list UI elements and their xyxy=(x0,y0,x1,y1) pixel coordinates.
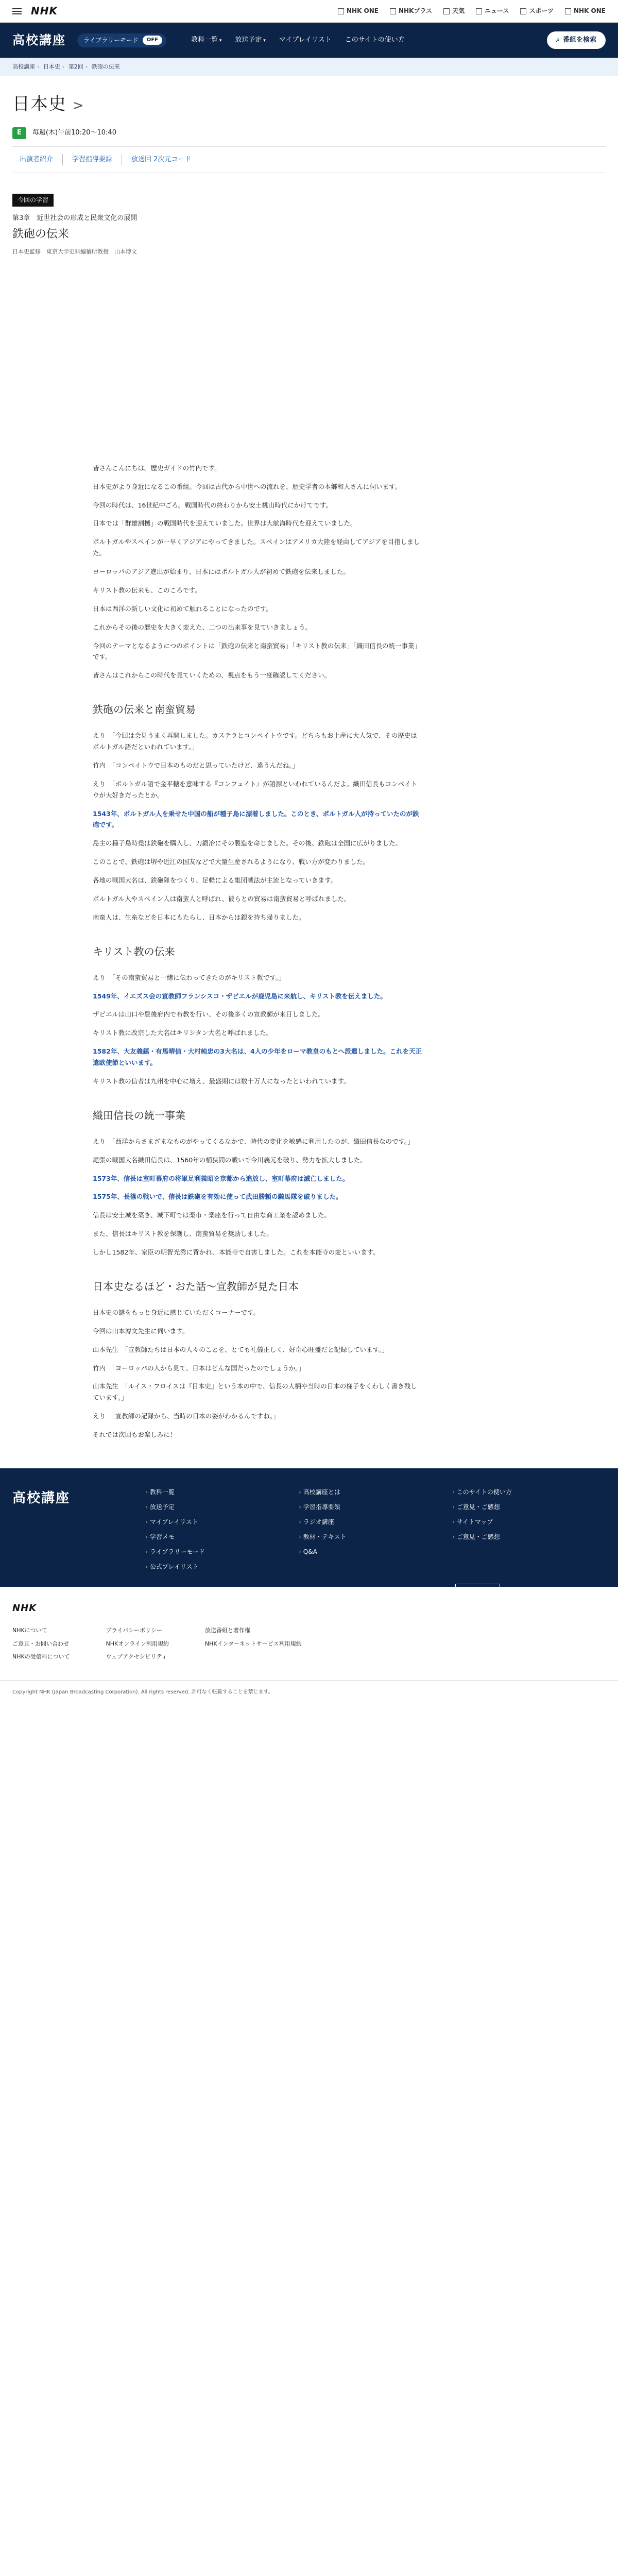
nav-howto[interactable]: このサイトの使い方 xyxy=(345,36,405,44)
link-icon xyxy=(520,8,526,14)
intro-paragraph: ポルトガルやスペインが一早くアジアにやってきました。スペインはアメリカ大陸を経由してアジアを目指しました。 xyxy=(93,538,420,557)
section-paragraph: 信長は安土城を築き、城下町では楽市・楽座を行って自由な商工業を認めました。 xyxy=(93,1211,331,1219)
footer-link[interactable]: NHKインターネットサービス利用規約 xyxy=(204,1640,302,1647)
section-paragraph: 竹内 「コンペイトウで日本のものだと思っていたけど、違うんだね。」 xyxy=(93,761,299,769)
search-icon: ⌕ xyxy=(556,36,560,44)
section-paragraph: 竹内 「ヨーロッパの人から見て、日本はどんな国だったのでしょうか。」 xyxy=(93,1364,305,1372)
page-top-button[interactable]: ページトップ xyxy=(455,1584,500,1597)
section-paragraph: このことで、鉄砲は堺や近江の国友などで大量生産されるようになり、戦い方が変わりました。 xyxy=(93,858,370,866)
breadcrumb: 高校講座 › 日本史 › 第2回 › 鉄砲の伝来 xyxy=(0,58,618,76)
lesson-title: 鉄砲の伝来 xyxy=(12,228,70,241)
section-paragraph: キリスト教に改宗した大名はキリシタン大名と呼ばれました。 xyxy=(93,1029,273,1037)
footer-links xyxy=(205,1625,302,1665)
site-footer xyxy=(0,1468,618,1594)
global-header xyxy=(0,0,618,23)
section-paragraph: 山本先生 「ルイス・フロイスは『日本史』という本の中で、信長の人柄や当時の日本の様子をくわしく書き残しています。」 xyxy=(93,1382,417,1402)
section-paragraph: ザビエルは山口や豊後府内で布教を行い、その後多くの宣教師が来日しました。 xyxy=(93,1010,325,1019)
global-nav-item[interactable]: 天気 xyxy=(443,6,465,16)
section-paragraph: 1575年、長篠の戦いで、信長は鉄砲を有効に使って武田勝頼の騎馬隊を破りました。 xyxy=(93,1193,342,1201)
program-links xyxy=(12,154,606,166)
intro-paragraph: 今回の時代は、16世紀中ごろ。戦国時代の終わりから安土桃山時代にかけてです。 xyxy=(93,501,332,509)
footer-link[interactable]: ウェブアクセシビリティ xyxy=(106,1653,167,1660)
footer-link[interactable]: 放送番組と著作権 xyxy=(204,1627,250,1634)
footer-link[interactable]: NHKオンライン利用規約 xyxy=(106,1640,169,1647)
footer-link[interactable]: › 放送予定 xyxy=(145,1502,299,1513)
breadcrumb-current: 鉄砲の伝来 xyxy=(91,63,120,70)
global-nav-item[interactable]: スポーツ xyxy=(520,6,554,16)
lesson-author: 日本史監修 東京大学史料編纂所教授 山本博文 xyxy=(12,248,137,255)
subject-hero xyxy=(0,76,618,173)
footer-link[interactable]: NHKについて xyxy=(12,1627,47,1634)
nhk-logo[interactable]: NHK xyxy=(31,5,58,17)
section-paragraph: 1573年、信長は室町幕府の将軍足利義昭を京都から追放し、室町幕府は滅亡しました。 xyxy=(93,1174,349,1182)
section-paragraph: えり 「西洋からさまざまなものがやってくるなかで、時代の変化を敏感に利用したのが、織田信長なのです。」 xyxy=(93,1137,414,1145)
nhk-footer xyxy=(0,1587,618,1681)
channel-badge: E xyxy=(12,127,26,139)
breadcrumb-item[interactable]: 高校講座 xyxy=(12,63,35,70)
footer-link[interactable]: › サイトマップ xyxy=(452,1517,606,1528)
footer-column xyxy=(452,1487,606,1577)
footer-link[interactable]: › Q&A xyxy=(299,1547,452,1557)
footer-link[interactable]: › 学習メモ xyxy=(145,1532,299,1543)
video-player-area[interactable] xyxy=(0,257,618,463)
intro-paragraph: 皆さんこんにちは。歴史ガイドの竹内です。 xyxy=(93,464,221,472)
link-icon xyxy=(476,8,482,14)
section-paragraph: 島主の種子島時堯は鉄砲を購入し、刀鍛冶にその製造を命じました。その後、鉄砲は全国に広がりました。 xyxy=(93,839,402,848)
section-paragraph: ポルトガル人やスペイン人は南蛮人と呼ばれ、彼らとの貿易は南蛮貿易と呼ばれました。 xyxy=(93,894,351,903)
footer-link[interactable]: › マイプレイリスト xyxy=(145,1517,299,1528)
footer-link[interactable]: › ご意見・ご感想 xyxy=(452,1532,606,1543)
global-nav-item[interactable]: ニュース xyxy=(476,6,509,16)
link-qrcode[interactable]: 放送回 2次元コード xyxy=(131,155,192,163)
menu-icon[interactable] xyxy=(12,7,22,16)
intro-paragraph: 日本は西洋の新しい文化に初めて触れることになったのです。 xyxy=(93,604,273,613)
section-heading: 鉄砲の伝来と南蛮貿易 xyxy=(93,703,196,716)
intro xyxy=(93,463,422,681)
footer-link[interactable]: NHKの受信料について xyxy=(12,1653,70,1660)
footer-column xyxy=(145,1487,299,1577)
link-icon xyxy=(565,8,571,14)
program-nav xyxy=(191,35,405,46)
intro-paragraph: これからその後の歴史を大きく変えた、二つの出来事を見ていきましょう。 xyxy=(93,623,312,631)
section-paragraph: また、信長はキリスト教を保護し、南蛮貿易を奨励しました。 xyxy=(93,1230,273,1238)
airtime: 毎週(木)午前10:20〜10:40 xyxy=(32,128,116,137)
lesson-article xyxy=(93,463,422,1468)
program-logo[interactable]: 高校講座 xyxy=(12,33,66,47)
toggle-switch[interactable]: OFF xyxy=(143,36,162,45)
nav-schedule[interactable]: 放送予定 ▾ xyxy=(235,35,265,46)
breadcrumb-item[interactable]: 日本史 xyxy=(43,63,60,70)
footer-link[interactable]: › 学習指導要領 xyxy=(299,1502,452,1513)
link-icon xyxy=(390,8,396,14)
link-icon xyxy=(338,8,344,14)
nav-subjects[interactable]: 教科一覧 ▾ xyxy=(191,35,221,46)
lesson-header xyxy=(0,180,618,257)
global-nav xyxy=(338,6,606,16)
intro-paragraph: 日本史がより身近になるこの番組。今回は古代から中世への流れを、歴史学者の本郷和人さんに伺います。 xyxy=(93,482,402,490)
footer-link[interactable]: プライバシーポリシー xyxy=(106,1627,162,1634)
section-paragraph: しかし1582年、家臣の明智光秀に背かれ、本能寺で自害しました。これを本能寺の変といいます。 xyxy=(93,1248,380,1256)
footer-link[interactable]: › 公式プレイリスト xyxy=(145,1562,299,1572)
section-paragraph: 1582年、大友義鎮・有馬晴信・大村純忠の3大名は、4人の少年をローマ教皇のもとへ派遣しました。これを天正遣欧使節といいます。 xyxy=(93,1047,422,1066)
broadcast-info xyxy=(12,127,606,139)
footer-link[interactable]: › ご意見・ご感想 xyxy=(452,1502,606,1513)
footer-links xyxy=(106,1625,169,1665)
link-cast[interactable]: 出演者紹介 xyxy=(12,154,63,166)
footer-link[interactable]: › 教材・テキスト xyxy=(299,1532,452,1543)
intro-paragraph: ヨーロッパのアジア進出が始まり、日本にはポルトガル人が初めて鉄砲を伝来しました。 xyxy=(93,568,350,575)
section-paragraph: 日本史の謎をもっと身近に感じていただくコーナーです。 xyxy=(93,1308,260,1316)
global-nav-item[interactable]: NHK ONE xyxy=(565,6,606,16)
search-button[interactable]: ⌕ 番組を検索 xyxy=(547,31,606,49)
intro-paragraph: 皆さんはこれからこの時代を見ていくための、視点をもう一度確認してください。 xyxy=(93,671,331,680)
section-paragraph: それでは次回もお楽しみに！ xyxy=(93,1431,177,1438)
footer-link[interactable]: › ラジオ講座 xyxy=(299,1517,452,1528)
global-nav-item[interactable]: NHK ONE xyxy=(338,6,379,16)
nav-playlist[interactable]: マイプレイリスト xyxy=(279,36,332,44)
global-nav-item[interactable]: NHKプラス xyxy=(390,6,432,16)
footer-column xyxy=(299,1487,452,1577)
section-paragraph: キリスト教の信者は九州を中心に増え、最盛期には数十万人になったといわれています。 xyxy=(93,1077,350,1085)
footer-link[interactable]: › このサイトの使い方 xyxy=(452,1487,606,1498)
chevron-right-icon: > xyxy=(72,98,84,114)
section-heading: キリスト教の伝来 xyxy=(93,945,175,958)
library-mode-toggle[interactable]: ライブラリーモード OFF xyxy=(77,33,166,47)
footer-logo[interactable]: 高校講座 xyxy=(12,1490,71,1506)
link-icon xyxy=(443,8,450,14)
section-heading: 織田信長の統一事業 xyxy=(93,1109,185,1122)
section-paragraph: 各地の戦国大名は、鉄砲隊をつくり、足軽による集団戦法が主流となっていきます。 xyxy=(93,876,337,884)
breadcrumb-item[interactable]: 第2回 xyxy=(68,63,83,70)
intro-paragraph: キリスト教の伝来も、このころです。 xyxy=(93,586,202,594)
chapter-title: 第3章 近世社会の形成と民衆文化の展開 xyxy=(12,214,138,223)
sections xyxy=(93,701,422,1440)
footer-link[interactable]: ご意見・お問い合わせ xyxy=(12,1640,69,1647)
footer-link[interactable]: › ライブラリーモード xyxy=(145,1547,299,1557)
intro-paragraph: 今回のテーマとなるようにつのポイントは「鉄砲の伝来と南蛮貿易」「キリスト教の伝来」「織田信長の統一事業」です。 xyxy=(93,641,421,661)
footer-links xyxy=(12,1625,70,1665)
intro-paragraph: 日本では「群雄割拠」の戦国時代を迎えていました。世界は大航海時代を迎えていました。 xyxy=(93,519,357,528)
footer-link[interactable]: › 教科一覧 xyxy=(145,1487,299,1498)
section-paragraph: 尾張の戦国大名織田信長は、1560年の桶狭間の戦いで今川義元を破り、勢力を拡大しました。 xyxy=(93,1156,367,1164)
nhk-footer-logo[interactable]: NHK xyxy=(12,1602,37,1614)
page-title[interactable]: 日本史 > xyxy=(12,94,84,115)
link-guideline[interactable]: 学習指導要録 xyxy=(63,154,122,166)
section-heading: 日本史なるほど・おた話〜宣教師が見た日本 xyxy=(93,1280,299,1293)
section-paragraph: 南蛮人は、生糸などを日本にもたらし、日本からは銀を持ち帰りました。 xyxy=(93,913,305,921)
section-paragraph: えり 「宣教師の記録から、当時の日本の姿がわかるんですね。」 xyxy=(93,1412,280,1420)
copyright: Copyright NHK (Japan Broadcasting Corporation). All rights reserved. 許可なく転載することを禁じます。 xyxy=(12,1689,273,1696)
section-paragraph: えり 「ポルトガル語で金平糖を意味する『コンフェイト』が語源といわれているんだよ。織田信長もコンペイトウが大好きだったとか。 xyxy=(93,779,418,799)
section-paragraph: 1543年、ポルトガル人を乗せた中国の船が種子島に漂着しました。このとき、ポルトガル人が持っていたのが鉄砲です。 xyxy=(93,809,419,829)
section-paragraph: 山本先生 「宣教師たちは日本の人々のことを、とても礼儀正しく、好奇心旺盛だと記録しています。」 xyxy=(93,1345,388,1353)
section-paragraph: えり 「今回は会見うまく再開しました。カステラとコンペイトウです。どちらもお土産に大人気で、その歴史はポルトガル語だといわれています。」 xyxy=(93,732,417,751)
footer-link[interactable]: › 高校講座とは xyxy=(299,1487,452,1498)
section-paragraph: 今回は山本博文先生に伺います。 xyxy=(93,1327,189,1335)
section-paragraph: えり 「その南蛮貿易と一緒に伝わってきたのがキリスト教です。」 xyxy=(93,973,285,981)
lesson-tag: 今回の学習 xyxy=(12,194,54,207)
section-paragraph: 1549年、イエズス会の宣教師フランシスコ・ザビエルが鹿児島に来航し、キリスト教を伝えました。 xyxy=(93,992,387,1000)
program-header xyxy=(0,23,618,58)
